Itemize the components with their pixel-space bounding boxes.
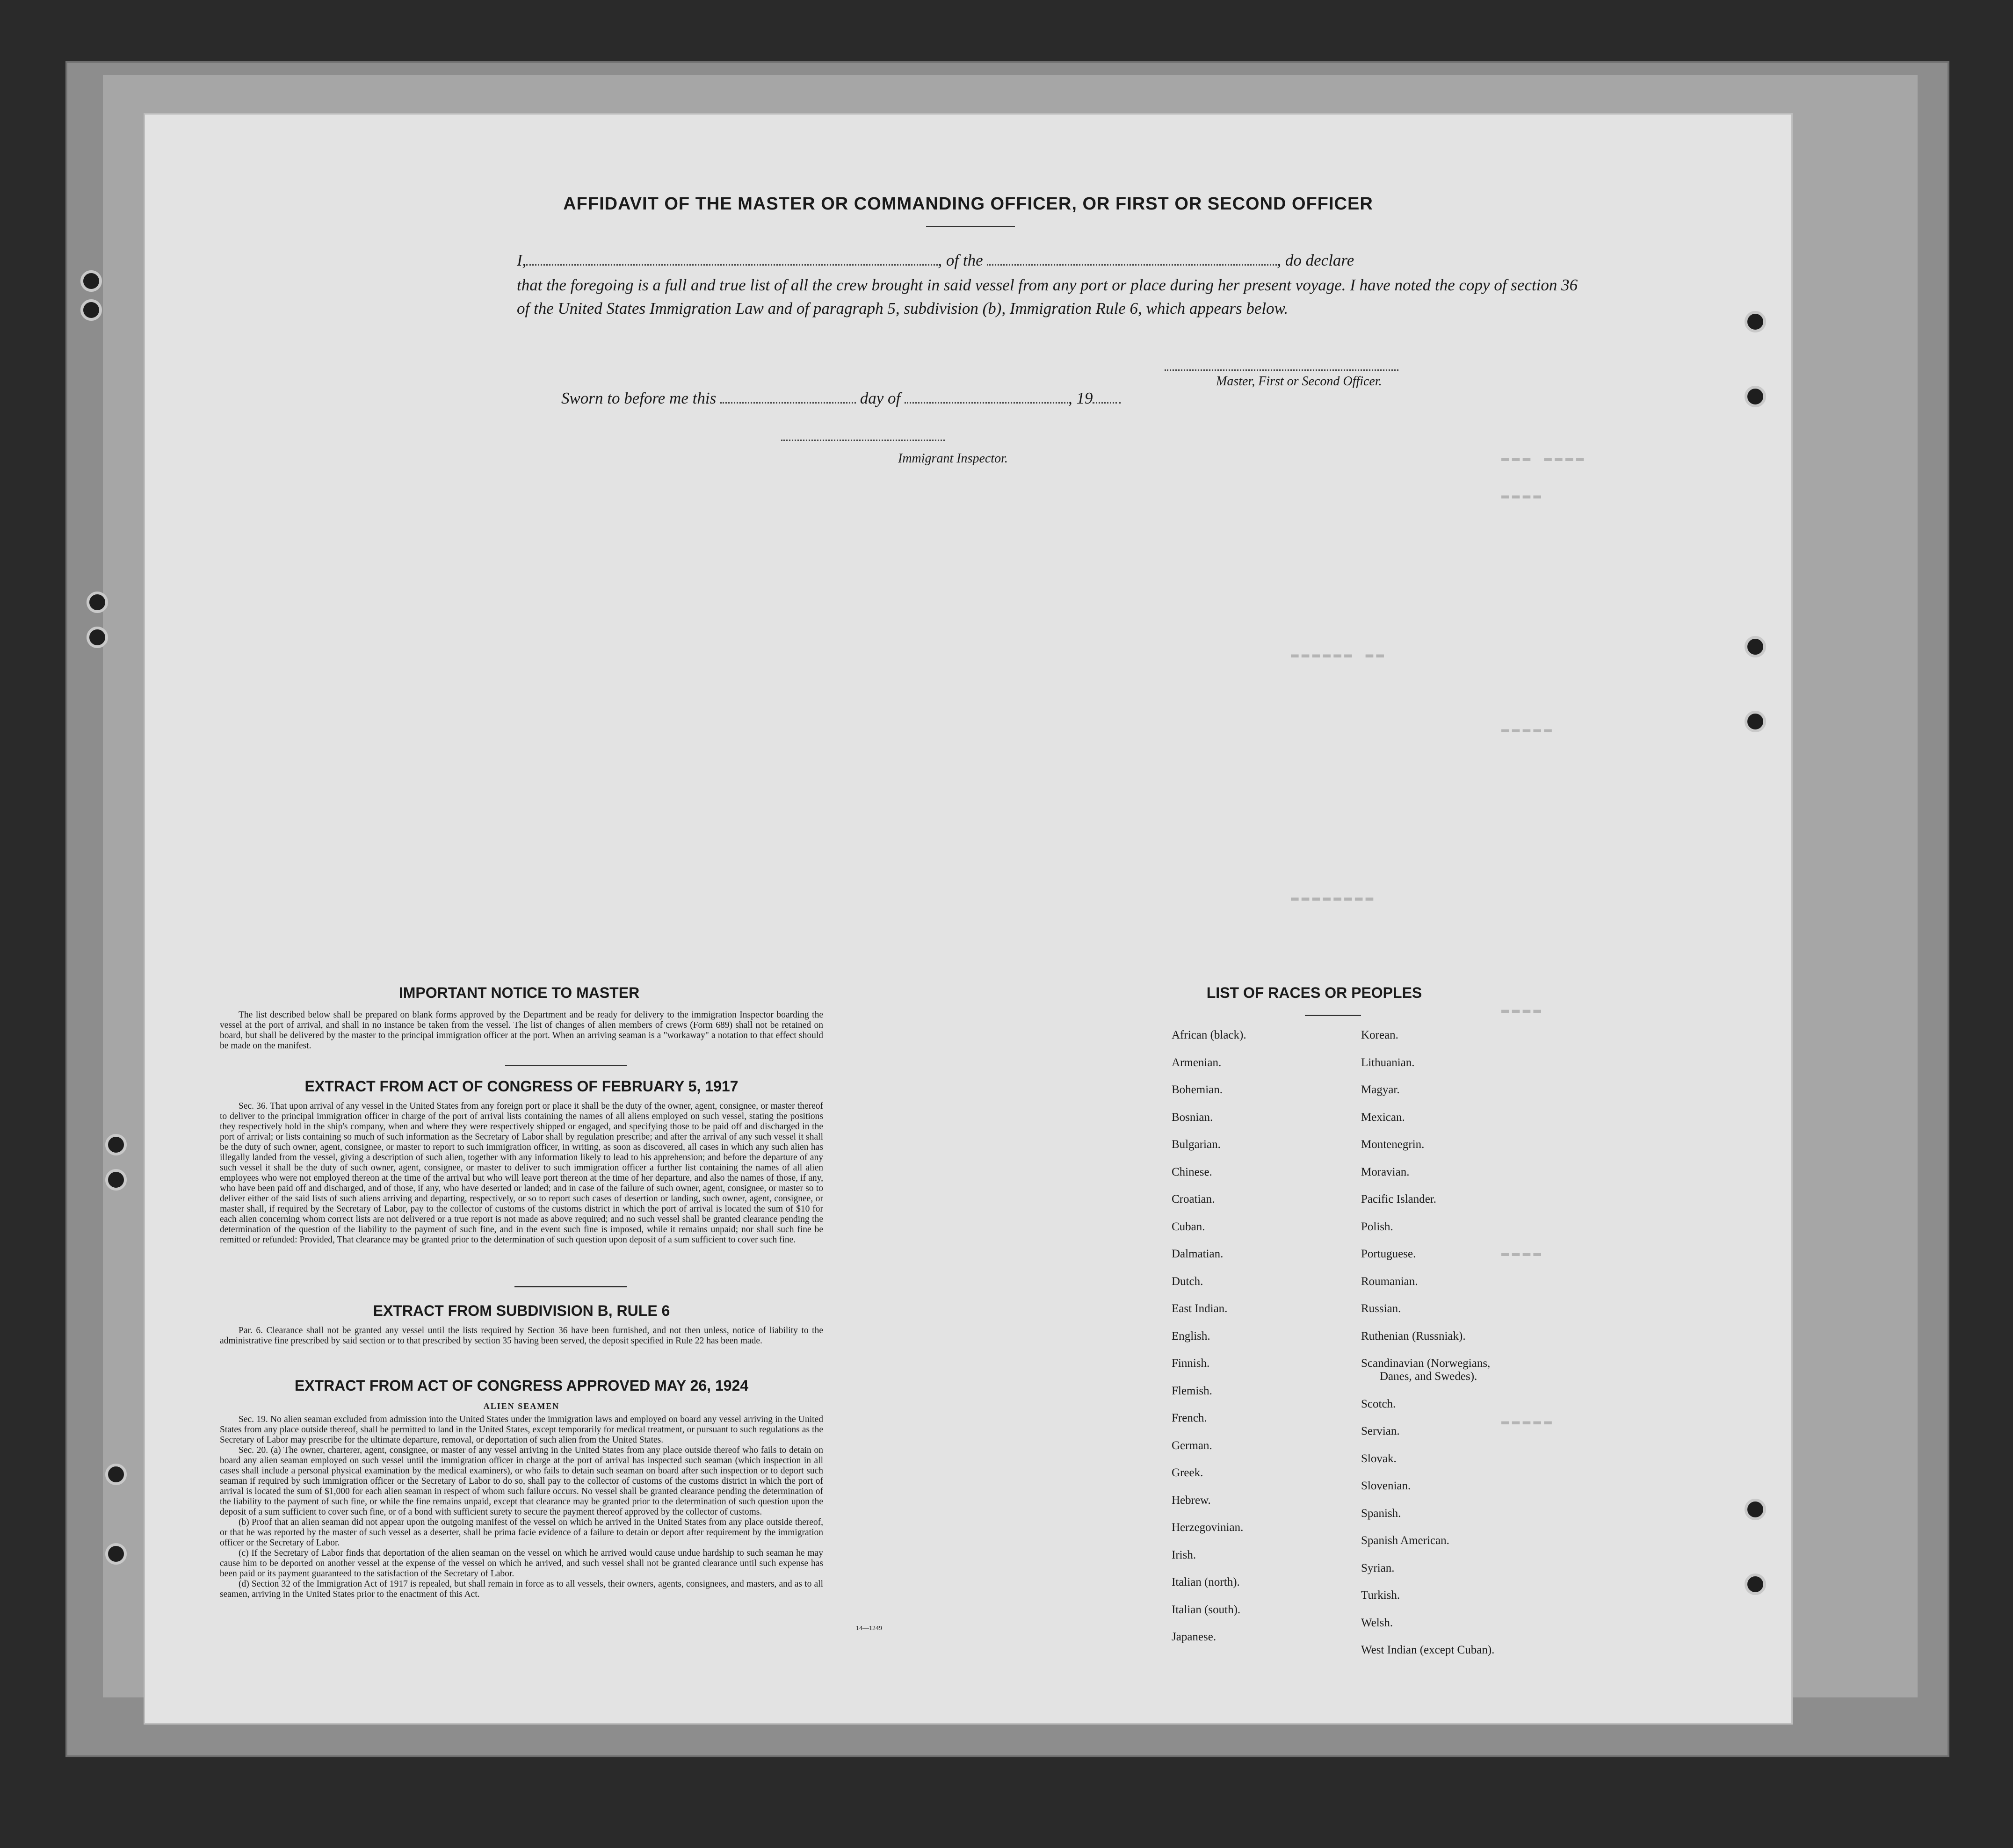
- title-divider: [926, 226, 1015, 227]
- sec-20b-paragraph: (b) Proof that an alien seaman did not appear upon the outgoing manifest of the vessel on which he arrived in the United States from any place outside thereof, or that he was reported by the master of such vessel as a deserter, shall be prima facie evidence of a failure to detain or deport after requirement by the immigration officer or the Secretary of Labor.: [220, 1517, 823, 1548]
- race-item: Dutch.: [1172, 1275, 1203, 1288]
- race-item: West Indian (except Cuban).: [1361, 1644, 1495, 1656]
- sworn-year-blank[interactable]: [1093, 388, 1121, 404]
- race-item: Scandinavian (Norwegians,: [1361, 1357, 1491, 1370]
- inspector-label: Immigrant Inspector.: [898, 451, 1008, 466]
- affidavit-title: AFFIDAVIT OF THE MASTER OR COMMANDING OFFICER, OR FIRST OR SECOND OFFICER: [563, 194, 1373, 214]
- race-item: Russian.: [1361, 1302, 1401, 1315]
- races-divider: [1305, 1015, 1361, 1016]
- master-signature-line: [1165, 369, 1398, 371]
- race-item: Magyar.: [1361, 1083, 1400, 1096]
- act-1917-divider: [514, 1286, 627, 1287]
- binder-hole: [1745, 386, 1766, 407]
- bleed-through-mark: ▬▬▬▬▬: [1501, 722, 1555, 737]
- race-item: Ruthenian (Russniak).: [1361, 1329, 1466, 1343]
- binder-hole: [87, 592, 108, 613]
- binder-hole: [105, 1464, 127, 1485]
- race-item: Bohemian.: [1172, 1083, 1223, 1096]
- race-item: Finnish.: [1172, 1357, 1210, 1370]
- declaration-text: that the foregoing is a full and true list of all the crew brought in said vessel from any port or place during her present voyage. I have noted the copy of section 36 of the United States Immigration Law and of paragraph 5, subdivision (b), Immigration Rule 6, which appears below.: [517, 276, 1578, 318]
- binder-hole: [80, 299, 102, 321]
- race-item: Cuban.: [1172, 1220, 1205, 1233]
- form-number: 14—1249: [856, 1625, 882, 1632]
- rule-6-text: [220, 1326, 823, 1346]
- binder-hole: [105, 1169, 127, 1191]
- notice-paragraph: The list described below shall be prepared on blank forms approved by the Department and be ready for delivery to the immigration Inspector boarding the vessel at the port of arrival, and shall in no instance be taken from the vessel. The list of changes of alien members of crews (Form 689) shall not be retained on board, but shall be delivered by the master to the principal immigration officer at the port. When an arriving seaman is a "workaway" a notation to that effect should be made on the manifest.: [220, 1010, 823, 1051]
- race-item: Herzegovinian.: [1172, 1521, 1244, 1534]
- sworn-label: Sworn to before me this: [561, 389, 717, 407]
- race-item: French.: [1172, 1412, 1207, 1424]
- race-item: Armenian.: [1172, 1056, 1222, 1069]
- race-item: Spanish.: [1361, 1507, 1401, 1520]
- race-item: Italian (north).: [1172, 1576, 1240, 1588]
- declarant-line: [517, 250, 1354, 270]
- race-item: Roumanian.: [1361, 1275, 1418, 1288]
- race-item: Pacific Islander.: [1361, 1193, 1437, 1206]
- race-item: Portuguese.: [1361, 1248, 1416, 1260]
- binder-hole: [1745, 1499, 1766, 1520]
- binder-hole: [80, 270, 102, 292]
- race-item: Japanese.: [1172, 1631, 1216, 1643]
- race-item: Lithuanian.: [1361, 1056, 1415, 1069]
- bleed-through-mark: ▬▬▬▬: [1501, 1003, 1544, 1018]
- bleed-through-mark: ▬▬▬▬▬▬ ▬▬: [1291, 648, 1387, 662]
- master-signature-label: Master, First or Second Officer.: [1216, 374, 1382, 389]
- alien-seamen-subheading: ALIEN SEAMEN: [483, 1401, 560, 1411]
- binder-hole: [1745, 711, 1766, 732]
- notice-text: [220, 1010, 823, 1051]
- binder-hole: [1745, 1574, 1766, 1595]
- races-heading: LIST OF RACES OR PEOPLES: [1206, 984, 1422, 1001]
- name-blank[interactable]: [526, 250, 938, 266]
- race-item: Bosnian.: [1172, 1111, 1213, 1124]
- race-item: Greek.: [1172, 1466, 1203, 1479]
- par-6-paragraph: Par. 6. Clearance shall not be granted any vessel until the lists required by Section 36 have been furnished, and not then unless, notice of liability to the administrative fine prescribed by said section or to that prescribed by section 35 having been served, the deposit specified in Rule 22 has been made.: [220, 1326, 823, 1346]
- do-declare-label: , do declare: [1277, 251, 1354, 269]
- act-1917-text: [220, 1101, 823, 1245]
- race-item: Mexican.: [1361, 1111, 1405, 1124]
- binder-hole: [87, 627, 108, 648]
- race-item: Korean.: [1361, 1029, 1398, 1041]
- sec-20c-paragraph: (c) If the Secretary of Labor finds that deportation of the alien seaman on the vessel on which he arrived would cause undue hardship to such seaman he may cause him to be deported on another vessel at the expense of the vessel on which he arrived, and such vessel shall not be granted clearance until such expense has been paid or its payment guaranteed to the satisfaction of the Secretary of Labor.: [220, 1548, 823, 1579]
- notice-divider: [505, 1065, 627, 1066]
- year-prefix-label: , 19: [1068, 389, 1093, 407]
- sec-20d-paragraph: (d) Section 32 of the Immigration Act of 1917 is repealed, but shall remain in force as to all vessels, their owners, agents, consignees, and masters, and as to all seamen, arriving in the United States prior to the enactment of this Act.: [220, 1579, 823, 1599]
- act-1924-heading: EXTRACT FROM ACT OF CONGRESS APPROVED MAY 26, 1924: [294, 1377, 749, 1394]
- form-sheet: [145, 115, 1791, 1723]
- binder-hole: [1745, 311, 1766, 332]
- race-item: Turkish.: [1361, 1589, 1400, 1602]
- race-item: Slovenian.: [1361, 1480, 1411, 1492]
- binder-hole: [105, 1134, 127, 1155]
- race-item: German.: [1172, 1439, 1212, 1452]
- race-item: Spanish American.: [1361, 1534, 1449, 1547]
- bleed-through-mark: ▬▬▬▬: [1501, 489, 1544, 503]
- sec-20a-paragraph: Sec. 20. (a) The owner, charterer, agent, consignee, or master of any vessel arriving in the United States from any place outside thereof who fails to detain on board any alien seaman employed on such vessel until the immigration officer in charge at the port of arrival has inspected such seaman (which inspection in all cases shall include a personal physical examination by the medical examiners), or who fails to detain such seaman on board after such inspection or to deport such seaman if required by such immigration officer or the Secretary of Labor to do so, shall pay to the collector of customs of the customs district in which the port of arrival is located the sum of $1,000 for each alien seaman in respect of whom such failure occurs. No vessel shall be granted clearance pending the determination of the liability to the payment of such fine, or while the fine remains unpaid, except that clearance may be granted prior to the determination of such question upon the deposit of a sum sufficient to cover such fine, or of a bond with sufficient surety to secure the payment thereof approved by the collector of customs.: [220, 1445, 823, 1517]
- inspector-signature-line: [781, 440, 945, 441]
- binder-hole: [1745, 636, 1766, 657]
- i-label: I,: [517, 251, 527, 269]
- race-item: Irish.: [1172, 1548, 1196, 1561]
- of-the-label: , of the: [938, 251, 983, 269]
- day-of-label: day of: [860, 389, 901, 407]
- bleed-through-mark: ▬▬▬▬▬▬▬▬: [1291, 891, 1376, 905]
- race-item: Danes, and Swedes).: [1380, 1370, 1477, 1383]
- binder-hole: [105, 1543, 127, 1565]
- notice-heading: IMPORTANT NOTICE TO MASTER: [398, 984, 640, 1001]
- bleed-through-mark: ▬▬▬▬: [1501, 1246, 1544, 1261]
- sworn-line: [561, 388, 1121, 408]
- race-item: Chinese.: [1172, 1165, 1212, 1178]
- race-item: Bulgarian.: [1172, 1138, 1221, 1151]
- bleed-through-mark: ▬▬▬ ▬▬▬▬: [1501, 451, 1587, 466]
- race-item: Flemish.: [1172, 1384, 1212, 1397]
- race-item: Slovak.: [1361, 1452, 1397, 1465]
- race-item: English.: [1172, 1329, 1210, 1343]
- sworn-month-blank[interactable]: [905, 388, 1068, 404]
- sworn-day-blank[interactable]: [720, 388, 856, 404]
- race-item: Italian (south).: [1172, 1603, 1241, 1616]
- race-item: Hebrew.: [1172, 1494, 1211, 1507]
- race-item: Moravian.: [1361, 1165, 1410, 1178]
- race-item: Dalmatian.: [1172, 1248, 1224, 1260]
- race-item: Welsh.: [1361, 1616, 1393, 1629]
- race-item: East Indian.: [1172, 1302, 1228, 1315]
- race-item: Servian.: [1361, 1425, 1400, 1437]
- race-item: African (black).: [1172, 1029, 1246, 1041]
- race-item: Syrian.: [1361, 1561, 1395, 1574]
- bleed-through-mark: ▬▬▬▬▬: [1501, 1415, 1555, 1429]
- race-item: Croatian.: [1172, 1193, 1215, 1206]
- race-item: Montenegrin.: [1361, 1138, 1425, 1151]
- sec-36-paragraph: Sec. 36. That upon arrival of any vessel in the United States from any foreign port or place it shall be the duty of the owner, agent, consignee, or master thereof to deliver to the principal immigration officer in charge of the port of arrival lists containing the names of all aliens employed on such vessel, stating the positions they respectively hold in the ship's company, when and where they were respectively shipped or engaged, and specifying those to be paid off and discharged in the port of arrival; or lists containing so much of such information as the Secretary of Labor shall by regulation prescribe; and after the arrival of any such vessel it shall be the duty of such owner, agent, consignee, or master to report to such immigration officer, in writing, as soon as discovered, all cases in which any such alien has illegally landed from the vessel, giving a description of such alien, together with any information likely to lead to his apprehension; and before the departure of any such vessel it shall be the duty of such owner, agent, consignee, or master to deliver to such immigration officer a further list containing the names of all alien employees who were not employed thereon at the time of the arrival but who will leave port thereon at the time of her departure, and also the names of those, if any, who have been paid off and discharged, and of those, if any, who have deserted or landed; and in case of the failure of such owner, agent, consignee, or master so to deliver either of the said lists of such aliens arriving and departing, respectively, or so to report such cases of desertion or landing, such owner, agent, consignee, or master shall, if required by the Secretary of Labor, pay to the collector of customs of the customs district in which the port of arrival is located the sum of $10 for each alien concerning whom correct lists are not delivered or a true report is not made as above required; and no such vessel shall be granted clearance pending the determination of the question of the liability to the payment of such fine, and in the event such fine is imposed, while it remains unpaid; nor shall such fine be remitted or refunded: Provided, That clearance may be granted prior to the determination of such question upon deposit of a sum sufficient to cover such fine.: [220, 1101, 823, 1245]
- sec-19-paragraph: Sec. 19. No alien seaman excluded from admission into the United States under the immigration laws and employed on board any vessel arriving in the United States from any place outside thereof, shall be permitted to land in the United States, except temporarily for medical treatment, or pursuant to such regulations as the Secretary of Labor may prescribe for the ultimate departure, removal, or deportation of such alien from the United States.: [220, 1415, 823, 1445]
- vessel-blank[interactable]: [987, 250, 1277, 266]
- act-1924-text: [220, 1415, 823, 1600]
- race-item: Scotch.: [1361, 1397, 1396, 1410]
- rule-6-heading: EXTRACT FROM SUBDIVISION B, RULE 6: [373, 1302, 670, 1319]
- act-1917-heading: EXTRACT FROM ACT OF CONGRESS OF FEBRUARY 5, 1917: [304, 1078, 739, 1095]
- race-item: Polish.: [1361, 1220, 1393, 1233]
